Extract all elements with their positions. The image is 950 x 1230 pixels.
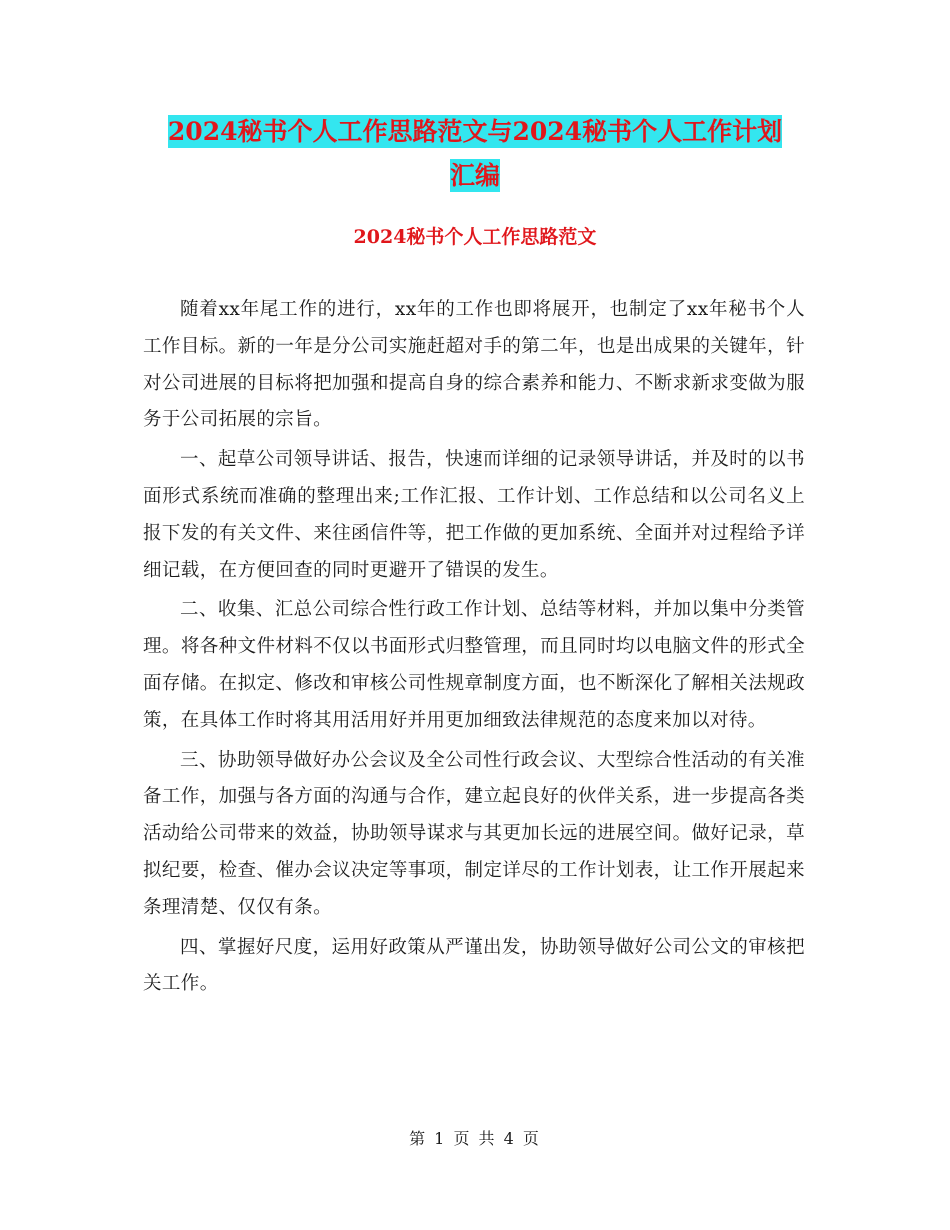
paragraph-item-1: 一、起草公司领导讲话、报告，快速而详细的记录领导讲话，并及时的以书面形式系统而准确的整理出来;工作汇报、工作计划、工作总结和以公司名义上报下发的有关文件、来往函信件等，把工作做的更加系统、全面并对过程给予详细记载，在方便回查的同时更避开了错误的发生。	[143, 449, 805, 581]
page-footer: 第 1 页 共 4 页	[409, 1129, 541, 1148]
section-title: 2024秘书个人工作思路范文	[353, 226, 597, 248]
document-body	[143, 292, 805, 1006]
document-title-line-2: 汇编	[449, 161, 500, 190]
paragraph-item-3: 三、协助领导做好办公会议及全公司性行政会议、大型综合性活动的有关准备工作，加强与各方面的沟通与合作，建立起良好的伙伴关系，进一步提高各类活动给公司带来的效益，协助领导谋求与其更加长远的进展空间。做好记录，草拟纪要，检查、催办会议决定等事项，制定详尽的工作计划表，让工作开展起来条理清楚、仅仅有条。	[143, 749, 805, 918]
document-title	[140, 110, 810, 198]
paragraph-item-4: 四、掌握好尺度，运用好政策从严谨出发，协助领导做好公司公文的审核把关工作。	[143, 936, 805, 995]
paragraph-intro: 随着xx年尾工作的进行，xx年的工作也即将展开，也制定了xx年秘书个人工作目标。新的一年是分公司实施赶超对手的第二年，也是出成果的关键年，针对公司进展的目标将把加强和提高自身的综合素养和能力、不断求新求变做为服务于公司拓展的宗旨。	[143, 299, 805, 431]
document-title-line-1: 2024秘书个人工作思路范文与2024秘书个人工作计划	[167, 117, 783, 146]
paragraph-item-2: 二、收集、汇总公司综合性行政工作计划、总结等材料，并加以集中分类管理。将各种文件材料不仅以书面形式归整管理，而且同时均以电脑文件的形式全面存储。在拟定、修改和审核公司性规章制度方面，也不断深化了解相关法规政策，在具体工作时将其用活用好并用更加细致法律规范的态度来加以对待。	[143, 599, 805, 731]
